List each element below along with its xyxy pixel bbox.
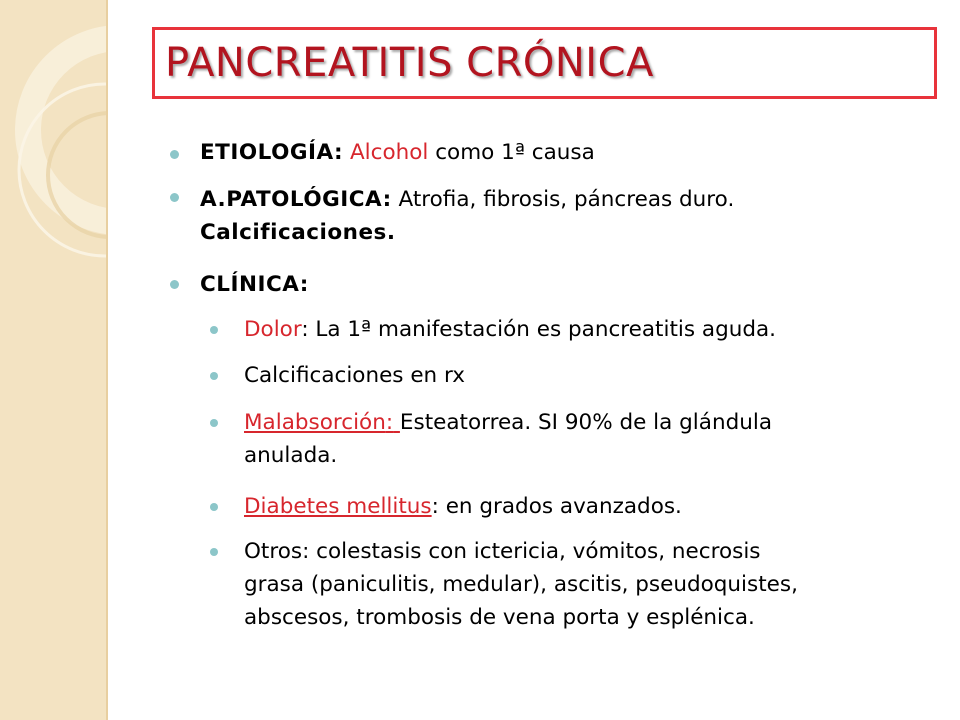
title-box <box>152 27 937 99</box>
sub-bullet-malabsorcion <box>244 406 772 439</box>
bullet-dot <box>170 280 179 289</box>
sub-bullet-text: : en grados avanzados. <box>431 494 682 519</box>
sub-bullet-dot <box>210 548 218 556</box>
slide-title: PANCREATITIS CRÓNICA <box>165 40 654 86</box>
decorative-circles <box>0 0 106 720</box>
sub-bullet-text: Calcificaciones en rx <box>244 363 466 388</box>
bullet-label: CLÍNICA: <box>200 272 309 297</box>
highlight-alcohol: Alcohol <box>349 140 429 165</box>
sub-bullet-calcificaciones <box>244 359 465 392</box>
bullet-text: como 1ª causa <box>435 140 595 165</box>
sub-bullet-text: Esteatorrea. SI 90% de la glándula <box>399 410 773 435</box>
bullet-clinica <box>200 268 309 301</box>
bullet-etiologia <box>200 136 595 169</box>
sub-bullet-diabetes <box>244 490 682 523</box>
bullet-anatomia-patologica-line2 <box>200 216 396 249</box>
sub-bullet-dolor <box>244 313 776 346</box>
bullet-label: ETIOLOGÍA: <box>200 140 344 165</box>
highlight-dolor: Dolor <box>244 317 302 342</box>
bullet-label: A.PATOLÓGICA: <box>200 187 392 212</box>
sub-bullet-malabsorcion-line2 <box>244 439 337 472</box>
bullet-text: Atrofia, fibrosis, páncreas duro. <box>398 187 735 212</box>
sub-bullet-dot <box>210 419 218 427</box>
sub-bullet-text: anulada. <box>244 443 338 468</box>
highlight-malabsorcion: Malabsorción <box>244 410 386 435</box>
bullet-dot <box>170 193 179 202</box>
sub-bullet-dot <box>210 503 218 511</box>
emphasis-calcificaciones: Calcificaciones. <box>200 220 396 245</box>
sub-bullet-text: : La 1ª manifestación es pancreatitis aguda. <box>301 317 777 342</box>
bullet-dot <box>170 150 179 159</box>
highlight-colon: : <box>385 410 394 435</box>
decorative-sidebar <box>0 0 108 720</box>
sub-bullet-otros-line3 <box>244 601 755 634</box>
sub-bullet-otros <box>244 535 761 568</box>
bullet-anatomia-patologica <box>200 183 734 216</box>
sub-bullet-otros-line2 <box>244 568 798 601</box>
sub-bullet-dot <box>210 372 218 380</box>
sub-bullet-text: grasa (paniculitis, medular), ascitis, pseudoquistes, <box>244 572 798 597</box>
sub-bullet-text: abscesos, trombosis de vena porta y esplénica. <box>244 605 755 630</box>
highlight-diabetes: Diabetes mellitus <box>244 494 432 519</box>
sub-bullet-dot <box>210 326 218 334</box>
sub-bullet-text: Otros: colestasis con ictericia, vómitos, necrosis <box>244 539 761 564</box>
